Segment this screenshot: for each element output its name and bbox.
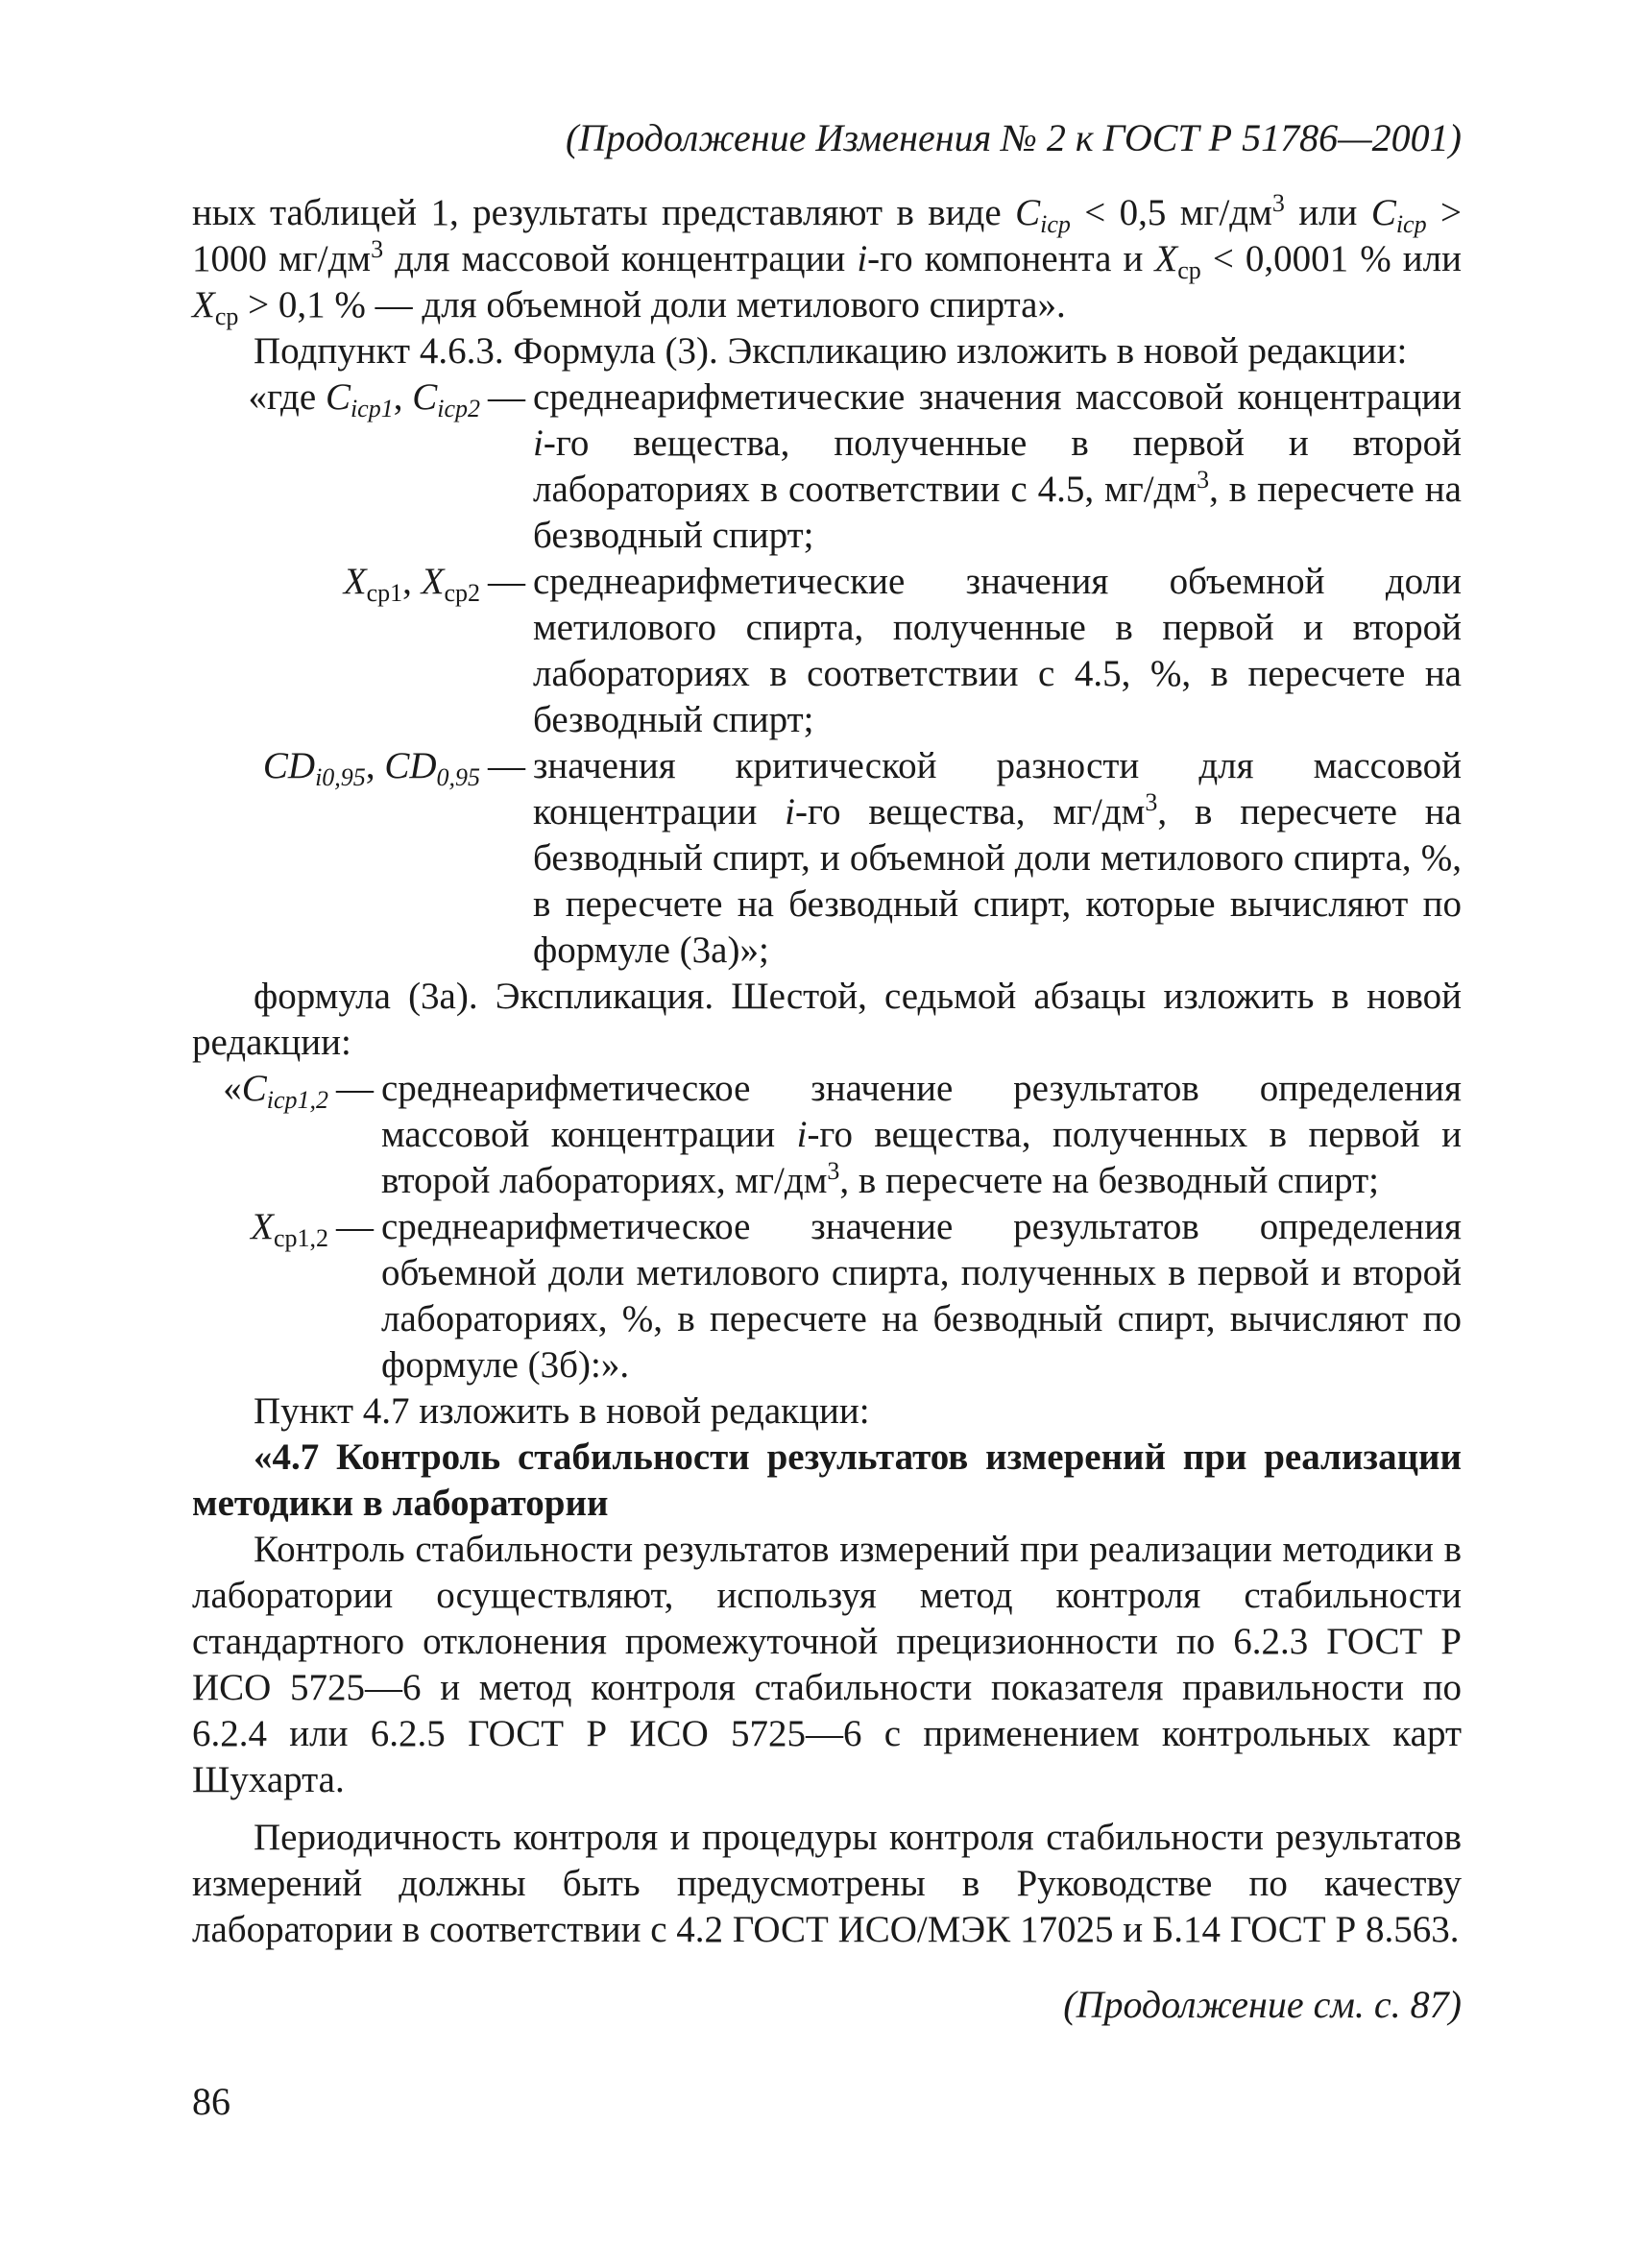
- subscript: iср1: [350, 395, 394, 422]
- text-fragment: -го компонента и: [867, 238, 1155, 279]
- symbol: C: [412, 376, 438, 418]
- section-heading-47: «4.7 Контроль стабильности результатов измерений при реализации методики в лаборатории: [192, 1436, 1462, 1524]
- text-fragment: -го вещества, мг/дм: [795, 791, 1146, 832]
- text-fragment: , в пересчете на безводный спирт;: [533, 469, 1462, 556]
- text-fragment: среднеарифметические значения массовой концентрации: [533, 376, 1462, 418]
- point-47-paragraph: Пункт 4.7 изложить в новой редакции:: [254, 1390, 870, 1432]
- text-fragment: > 1000 мг/дм: [192, 192, 1462, 279]
- superscript: 3: [1197, 466, 1210, 494]
- text-fragment: > 0,1 % — для объемной доли метилового спирта».: [238, 284, 1066, 326]
- symbol: X: [1154, 238, 1178, 279]
- text-fragment: для массовой концентрации: [383, 238, 858, 279]
- symbol: X: [421, 561, 445, 602]
- spacer: [192, 1803, 1462, 1815]
- symbol: CD: [262, 745, 316, 786]
- superscript: 3: [1145, 788, 1158, 816]
- symbol: X: [192, 284, 215, 326]
- subscript: ср2: [444, 579, 480, 607]
- subscript: ср: [1177, 256, 1201, 284]
- symbol: CD: [384, 745, 437, 786]
- text-fragment: -го вещества, полученные в первой и второй лабораториях в соответствии с 4.5, мг/дм: [533, 422, 1462, 510]
- superscript: 3: [371, 235, 384, 263]
- definition-c-icp12: [192, 1066, 1462, 1204]
- definition-c-icp: [192, 374, 1462, 559]
- page-header: (Продолжение Изменения № 2 к ГОСТ Р 51786—2001): [566, 116, 1462, 159]
- text-fragment: -го вещества, полученных в первой и второй лабораториях, мг/дм: [381, 1114, 1462, 1201]
- subscript: i0,95: [315, 763, 366, 791]
- definition-dash: —: [336, 1206, 374, 1247]
- subscript: ср1: [366, 579, 403, 607]
- subscript: ср: [214, 302, 239, 330]
- symbol: C: [1015, 192, 1041, 233]
- formula-3a-paragraph: формула (3а). Экспликация. Шестой, седьмой абзацы изложить в новой редакции:: [192, 976, 1462, 1063]
- text-fragment: значения критической разности для массовой концентрации: [533, 745, 1462, 832]
- text-fragment: «: [223, 1068, 242, 1109]
- superscript: 3: [827, 1157, 840, 1185]
- definition-dash: —: [488, 376, 525, 418]
- superscript: 3: [1271, 189, 1285, 217]
- text-fragment: , в пересчете на безводный спирт, и объемной доли метилового спирта, %, в пересчете на безводный спирт, которые вычисляют по формуле (3а)»;: [533, 791, 1462, 971]
- continuation-note: (Продолжение см. с. 87): [1063, 1983, 1462, 2026]
- definition-dash: —: [488, 561, 525, 602]
- text-fragment: < 0,0001 % или: [1200, 238, 1462, 279]
- definition-cd: [192, 743, 1462, 974]
- text-fragment: ,: [365, 745, 385, 786]
- subscript: iср: [1040, 210, 1071, 238]
- symbol: i: [533, 422, 544, 464]
- subscript: iср2: [437, 395, 480, 422]
- page-number: 86: [192, 2080, 230, 2123]
- definition-text: [533, 374, 1462, 559]
- definition-text: [381, 1066, 1462, 1204]
- periodicity-paragraph: Периодичность контроля и процедуры контроля стабильности результатов измерений должны быть предусмотрены в Руководстве по качеству лаборатории в соответствии с 4.2 ГОСТ ИСО/МЭК 17025 и Б.14 ГОСТ Р 8.563.: [192, 1817, 1462, 1950]
- text-fragment: «где: [248, 376, 326, 418]
- document-page: [192, 115, 1462, 2028]
- text-fragment: , в пересчете на безводный спирт;: [839, 1160, 1380, 1201]
- subpoint-463: Подпункт 4.6.3. Формула (3). Экспликацию изложить в новой редакции:: [254, 330, 1408, 372]
- definition-symbol: [192, 1066, 328, 1112]
- symbol: C: [241, 1068, 267, 1109]
- symbol: i: [785, 791, 796, 832]
- definition-dash: —: [488, 745, 525, 786]
- text-fragment: < 0,5 мг/дм: [1070, 192, 1272, 233]
- symbol: C: [1370, 192, 1396, 233]
- definition-symbol: [192, 374, 480, 421]
- subscript: iср: [1395, 210, 1427, 238]
- subscript: ср1,2: [273, 1224, 328, 1252]
- symbol: i: [796, 1114, 808, 1155]
- symbol: X: [251, 1206, 274, 1247]
- control-paragraph: Контроль стабильности результатов измерений при реализации методики в лаборатории осуществляют, используя метод контроля стабильности стандартного отклонения промежуточной прецизионности по 6.2.3 ГОСТ Р ИСО 5725—6 и метод контроля стабильности показателя правильности по 6.2.4 или 6.2.5 ГОСТ Р ИСО 5725—6 с применением контрольных карт Шухарта.: [192, 1529, 1462, 1800]
- symbol: C: [325, 376, 351, 418]
- definition-x-cp12: [192, 1204, 1462, 1388]
- subscript: iср1,2: [266, 1086, 328, 1114]
- text-fragment: ,: [393, 376, 413, 418]
- symbol: X: [343, 561, 367, 602]
- definition-text: среднеарифметическое значение результатов определения объемной доли метилового спирта, полученных в первой и второй лабораториях, %, в пересчете на безводный спирт, вычисляют по формуле (3б):».: [381, 1206, 1462, 1386]
- text-fragment: среднеарифметическое значение результатов определения массовой концентрации: [381, 1068, 1462, 1155]
- definition-x-cp: [192, 559, 1462, 743]
- intro-paragraph: [192, 190, 1462, 328]
- definition-text: [533, 743, 1462, 974]
- definition-symbol: [192, 559, 480, 605]
- subscript: 0,95: [436, 763, 480, 791]
- definition-symbol: [192, 743, 480, 789]
- symbol: i: [857, 238, 868, 279]
- text-fragment: ,: [402, 561, 422, 602]
- definition-text: среднеарифметические значения объемной доли метилового спирта, полученные в первой и второй лабораториях в соответствии с 4.5, %, в пересчете на безводный спирт;: [533, 561, 1462, 740]
- definition-dash: —: [336, 1068, 374, 1109]
- text-fragment: ных таблицей 1, результаты представляют в виде: [192, 192, 1016, 233]
- definition-symbol: [192, 1204, 328, 1250]
- text-fragment: или: [1284, 192, 1371, 233]
